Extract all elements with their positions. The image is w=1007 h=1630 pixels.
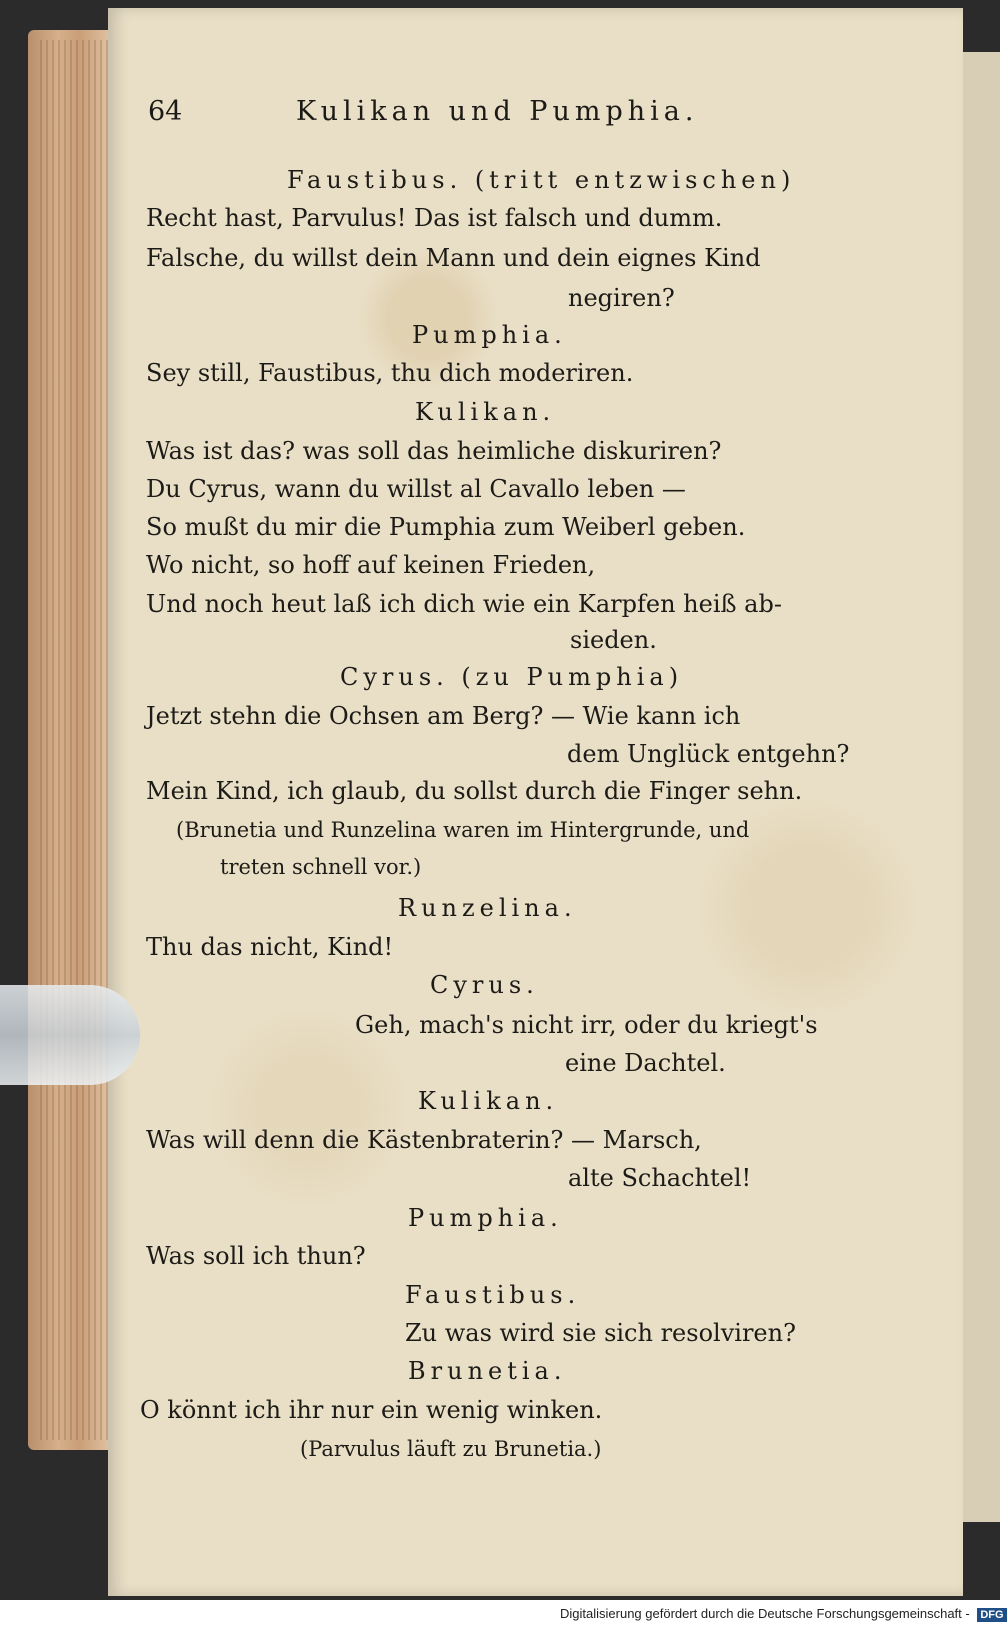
verse-line: Was ist das? was soll das heimliche diskuriren? xyxy=(146,437,722,465)
credit-text: Digitalisierung gefördert durch die Deutsche Forschungsgemeinschaft - xyxy=(560,1606,970,1621)
stage-direction: (Brunetia und Runzelina waren im Hintergrunde, und xyxy=(176,818,750,842)
verse-line: Recht hast, Parvulus! Das ist falsch und dumm. xyxy=(146,204,723,232)
speaker-brunetia: Brunetia. xyxy=(408,1357,567,1385)
verse-line: eine Dachtel. xyxy=(565,1049,726,1077)
verse-line: O könnt ich ihr nur ein wenig winken. xyxy=(140,1396,603,1424)
speaker-faustibus: Faustibus. xyxy=(405,1281,581,1309)
page-clip xyxy=(0,985,140,1085)
stage-direction: treten schnell vor.) xyxy=(220,855,422,879)
speaker-faustibus: Faustibus. (tritt entzwischen) xyxy=(287,166,796,194)
speaker-cyrus: Cyrus. xyxy=(430,971,539,999)
verse-line: Thu das nicht, Kind! xyxy=(146,933,394,961)
speaker-runzelina: Runzelina. xyxy=(398,894,577,922)
verse-line: sieden. xyxy=(570,626,657,654)
verse-line: dem Unglück entgehn? xyxy=(567,740,850,768)
dfg-logo: DFG xyxy=(977,1608,1006,1622)
verse-line: Mein Kind, ich glaub, du sollst durch die Finger sehn. xyxy=(146,777,803,805)
verse-line: Wo nicht, so hoff auf keinen Frieden, xyxy=(146,551,596,579)
verse-line: Sey still, Faustibus, thu dich moderiren. xyxy=(146,359,634,387)
verse-line: Und noch heut laß ich dich wie ein Karpfen heiß ab- xyxy=(146,590,782,618)
running-title: Kulikan und Pumphia. xyxy=(296,96,699,127)
speaker-kulikan: Kulikan. xyxy=(418,1087,559,1115)
digitization-credit xyxy=(560,1606,1007,1622)
speaker-pumphia: Pumphia. xyxy=(408,1204,563,1232)
verse-line: Zu was wird sie sich resolviren? xyxy=(405,1319,796,1347)
verse-line: So mußt du mir die Pumphia zum Weiberl geben. xyxy=(146,513,746,541)
verse-line: negiren? xyxy=(568,284,675,312)
verse-line: Falsche, du willst dein Mann und dein eignes Kind xyxy=(146,244,761,272)
verse-line: Was will denn die Kästenbraterin? — Marsch, xyxy=(146,1126,702,1154)
speaker-kulikan: Kulikan. xyxy=(415,398,556,426)
speaker-pumphia: Pumphia. xyxy=(412,321,567,349)
verse-line: Geh, mach's nicht irr, oder du kriegt's xyxy=(355,1011,818,1039)
verse-line: Was soll ich thun? xyxy=(146,1242,366,1270)
verse-line: Du Cyrus, wann du willst al Cavallo leben — xyxy=(146,475,686,503)
speaker-cyrus: Cyrus. (zu Pumphia) xyxy=(340,663,684,691)
facing-page-edge xyxy=(963,52,1000,1522)
page-edge-lines xyxy=(40,40,110,1440)
verse-line: Jetzt stehn die Ochsen am Berg? — Wie kann ich xyxy=(146,702,741,730)
page-number: 64 xyxy=(148,96,183,127)
verse-line: alte Schachtel! xyxy=(568,1164,752,1192)
stage-direction: (Parvulus läuft zu Brunetia.) xyxy=(300,1437,602,1461)
page-header xyxy=(148,96,848,136)
